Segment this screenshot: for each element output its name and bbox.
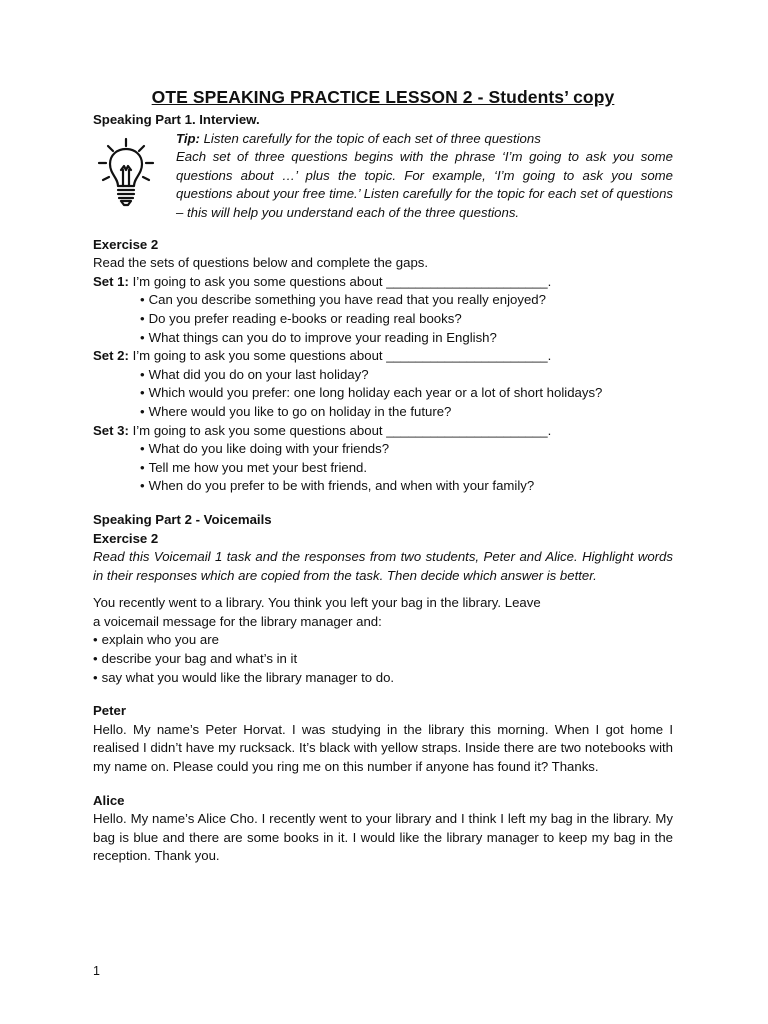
alice-heading: Alice: [93, 792, 125, 808]
set-1-questions: [93, 291, 673, 347]
lightbulb-icon: [96, 136, 156, 210]
set-3-questions: [93, 440, 673, 496]
part1-exercise-heading: Exercise 2: [93, 236, 159, 252]
set-2-lead: I’m going to ask you some questions about ______________________.: [128, 348, 552, 364]
task-points: [93, 631, 673, 687]
list-item: • Do you prefer reading e-books or reading real books?: [140, 310, 673, 329]
tip-summary: Listen carefully for the topic of each set of three questions: [199, 130, 541, 146]
set-2-lead-line: [93, 347, 673, 366]
list-item: • Where would you like to go on holiday in the future?: [140, 403, 673, 422]
alice-response: Hello. My name’s Alice Cho. I recently went to your library and I think I left my bag in the library. My bag is blue and there are some books in it. I would like the library manager to keep my bag in the reception. Thank you.: [93, 811, 673, 864]
part2-heading: Speaking Part 2 - Voicemails: [93, 511, 272, 527]
list-item: • say what you would like the library manager to do.: [93, 669, 673, 688]
document-page: [93, 86, 673, 866]
tip-label: Tip:: [176, 130, 200, 146]
set-1-lead-line: [93, 273, 673, 292]
set-2-questions: [93, 366, 673, 422]
set-3-label: Set 3:: [93, 422, 129, 438]
part1-instruction: Read the sets of questions below and complete the gaps.: [93, 255, 429, 271]
set-3-lead: I’m going to ask you some questions about ______________________.: [128, 422, 552, 438]
list-item: • Can you describe something you have read that you really enjoyed?: [140, 291, 673, 310]
list-item: • What did you do on your last holiday?: [140, 366, 673, 385]
peter-response: Hello. My name’s Peter Horvat. I was studying in the library this morning. When I got home I realised I didn’t have my rucksack. It’s black with yellow straps. Inside there are two notebooks with my name on. Please could you ring me on this number if anyone has found it? Thanks.: [93, 721, 673, 775]
set-1-label: Set 1:: [93, 273, 129, 289]
tip-block: [93, 130, 673, 224]
page-number: 1: [93, 964, 100, 978]
list-item: • When do you prefer to be with friends, and when with your family?: [140, 477, 673, 496]
set-2-label: Set 2:: [93, 348, 129, 364]
list-item: • What things can you do to improve your reading in English?: [140, 329, 673, 348]
tip-body: Each set of three questions begins with the phrase ‘I’m going to ask you some questions about …’ plus the topic. For example, ‘I’m going to ask you some questions about your free time.’ Listen carefully for the topic for each set of questions – this will help you understand each of the three questions.: [176, 149, 673, 220]
list-item: • describe your bag and what’s in it: [93, 650, 673, 669]
list-item: • What do you like doing with your friends?: [140, 440, 673, 459]
page-title: OTE SPEAKING PRACTICE LESSON 2 - Students’ copy: [151, 87, 615, 107]
tip-line: [176, 130, 673, 149]
peter-heading: Peter: [93, 703, 126, 719]
task-line-2: a voicemail message for the library manager and:: [93, 613, 382, 629]
part2-exercise-heading: Exercise 2: [93, 530, 159, 546]
list-item: • explain who you are: [93, 631, 673, 650]
part2-instruction: Read this Voicemail 1 task and the responses from two students, Peter and Alice. Highlight words in their responses which are copied from the task. Then decide which answer is better.: [93, 549, 673, 583]
task-line-1: You recently went to a library. You think you left your bag in the library. Leave: [93, 595, 541, 611]
set-1-lead: I’m going to ask you some questions about ______________________.: [128, 273, 552, 289]
set-3-lead-line: [93, 422, 673, 441]
list-item: • Tell me how you met your best friend.: [140, 459, 673, 478]
tip-text: [176, 130, 673, 223]
list-item: • Which would you prefer: one long holiday each year or a lot of short holidays?: [140, 384, 673, 403]
part1-heading: Speaking Part 1. Interview.: [93, 112, 260, 127]
